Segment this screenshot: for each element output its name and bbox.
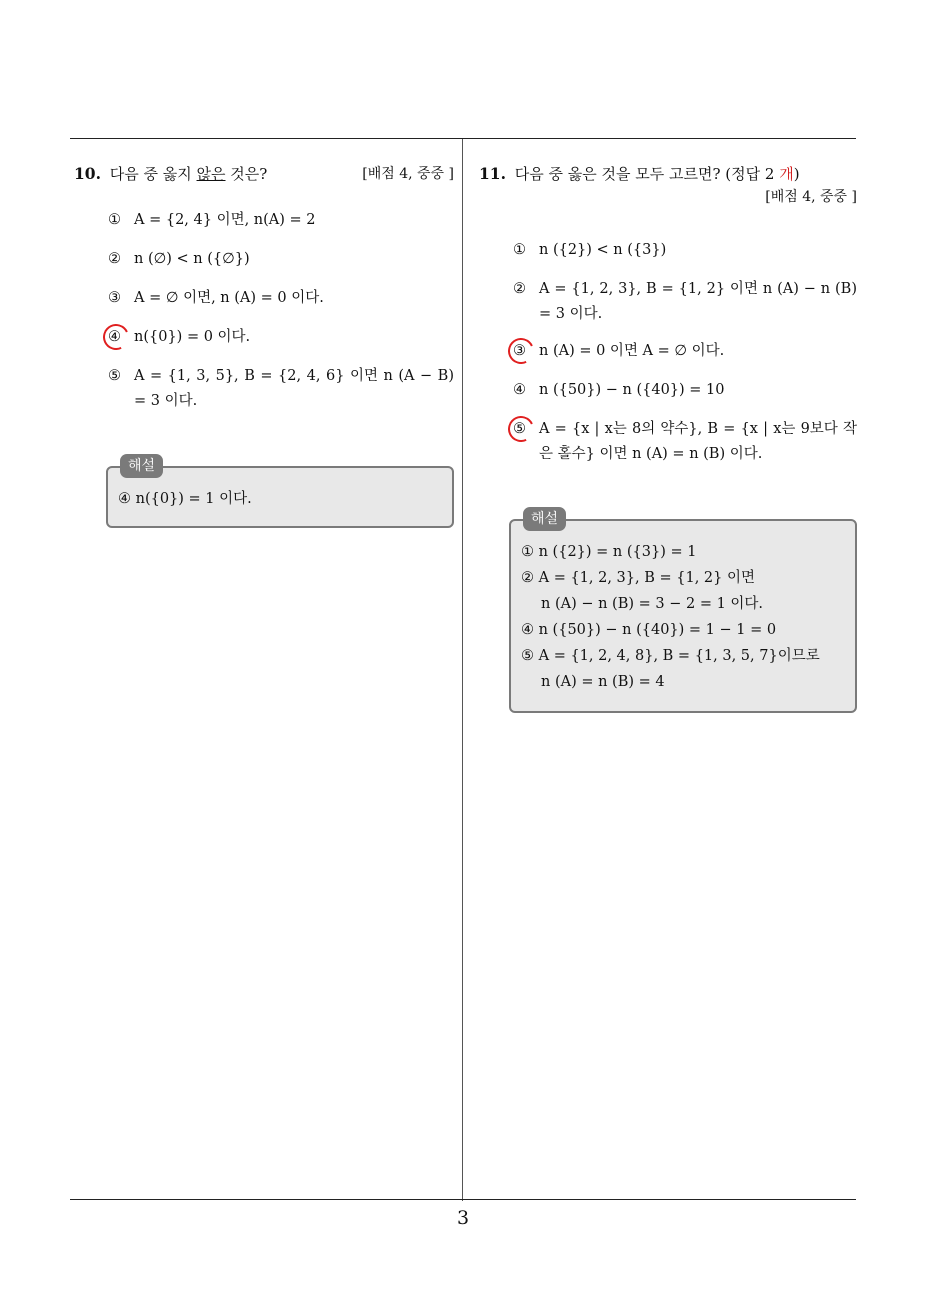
choice-text: n({0}) = 0 이다. [134, 329, 251, 345]
solution-body [511, 521, 855, 711]
solution-tag: 해설 [523, 507, 566, 531]
solution-box [509, 511, 857, 713]
question-number: 10. [74, 164, 101, 183]
solution-line: ① n ({2}) = n ({3}) = 1 [521, 544, 697, 560]
footer-rule [70, 1199, 856, 1200]
question-11 [479, 150, 857, 713]
solution-line: n (A) − n (B) = 3 − 2 = 1 이다. [541, 596, 764, 612]
column-divider [462, 139, 463, 1201]
choice-list [479, 238, 857, 467]
choice-number: ③ [513, 343, 526, 359]
solution-tag: 해설 [120, 454, 163, 478]
choice-2[interactable] [513, 277, 857, 327]
choice-number: ④ [108, 329, 121, 345]
choice-number: ④ [513, 382, 526, 398]
solution-box [106, 458, 454, 528]
header-rule [70, 138, 856, 139]
question-10 [74, 150, 454, 528]
question-10-header [74, 162, 454, 186]
choice-1[interactable] [108, 208, 454, 233]
emphasis-underline: 않은 [196, 165, 226, 183]
question-11-header [479, 162, 857, 186]
choice-text: A = {1, 3, 5}, B = {2, 4, 6} 이면 n (A − B) = 3 이다. [134, 368, 454, 409]
score-label: [배점 4, 중중 ] [765, 189, 857, 205]
choice-text: n ({2}) < n ({3}) [539, 242, 667, 258]
choice-number: ① [108, 212, 121, 228]
choice-text: n (A) = 0 이면 A = ∅ 이다. [539, 343, 725, 359]
solution-line: ② A = {1, 2, 3}, B = {1, 2} 이면 [521, 570, 755, 586]
question-stem: 다음 중 옳은 것을 모두 고르면? (정답 2 개) [514, 165, 800, 183]
choice-1[interactable] [513, 238, 857, 263]
choice-text: n ({50}) − n ({40}) = 10 [539, 382, 725, 398]
choice-text: A = ∅ 이면, n (A) = 0 이다. [134, 290, 324, 306]
choice-3[interactable] [513, 339, 857, 364]
solution-line: ④ n ({50}) − n ({40}) = 1 − 1 = 0 [521, 622, 777, 638]
choice-text: A = {2, 4} 이면, n(A) = 2 [134, 212, 316, 228]
choice-number: ② [513, 281, 526, 297]
choice-3[interactable] [108, 286, 454, 311]
choice-number: ⑤ [108, 368, 121, 384]
solution-line: n (A) = n (B) = 4 [541, 674, 665, 690]
choice-text: A = {x | x는 8의 약수}, B = {x | x는 9보다 작은 홀수} 이면 n (A) = n (B) 이다. [539, 421, 857, 462]
question-number: 11. [479, 164, 506, 183]
choice-5[interactable] [108, 364, 454, 414]
choice-text: A = {1, 2, 3}, B = {1, 2} 이면 n (A) − n (B) = 3 이다. [539, 281, 857, 322]
page-number: 3 [456, 1207, 470, 1229]
choice-list [74, 208, 454, 414]
choice-4[interactable] [513, 378, 857, 403]
solution-line: ④ n({0}) = 1 이다. [118, 491, 252, 507]
question-stem: 다음 중 옳지 않은 것은? [109, 165, 268, 183]
score-label: [배점 4, 중중 ] [362, 166, 454, 182]
highlight-red: 개 [779, 165, 794, 183]
choice-number: ⑤ [513, 421, 526, 437]
choice-2[interactable] [108, 247, 454, 272]
solution-line: ⑤ A = {1, 2, 4, 8}, B = {1, 3, 5, 7}이므로 [521, 648, 820, 664]
choice-number: ③ [108, 290, 121, 306]
choice-number: ② [108, 251, 121, 267]
choice-number: ① [513, 242, 526, 258]
choice-4[interactable] [108, 325, 454, 350]
choice-5[interactable] [513, 417, 857, 467]
choice-text: n (∅) < n ({∅}) [134, 251, 250, 267]
